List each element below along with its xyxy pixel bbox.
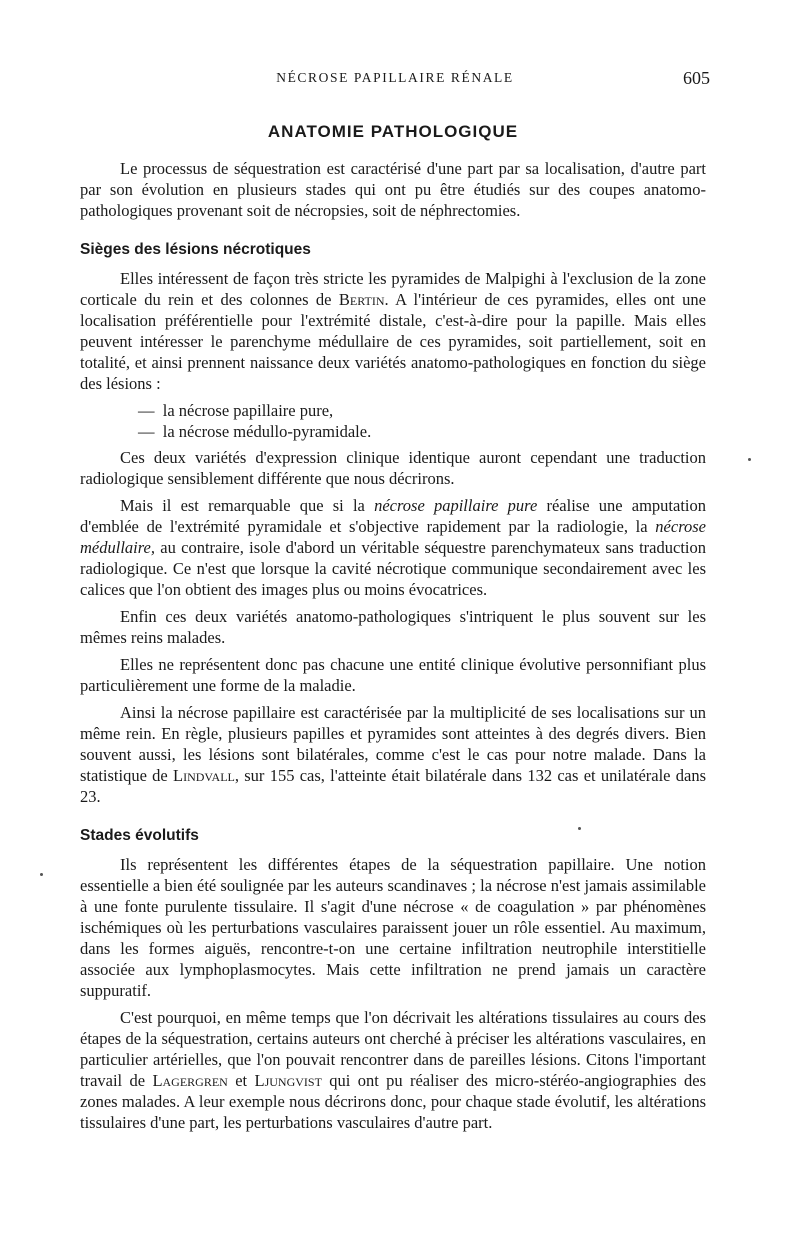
intro-paragraph: Le processus de séquestration est caractérisé d'une part par sa localisation, d'autre part par son évolution en plusieurs stades qui ont pu être étudiés sur des coupes anatomo-pathologiques provenant soit de nécropsies, soit de néphrectomies.	[80, 159, 706, 220]
page-number: 605	[683, 68, 710, 88]
text-run: C'est pourquoi, en même temps que l'on décrivait les altérations tissulaires au cours des étapes de la séquestration, certains auteurs ont cherché à préciser les altérations vasculaires, en particulier artérielles, que l'on pouvait rencontrer dans de pareilles lésions. Citons l'important travail de	[80, 1008, 706, 1090]
running-title: NÉCROSE PAPILLAIRE RÉNALE	[276, 70, 514, 85]
print-speck	[748, 458, 751, 461]
sieges-paragraph-1	[80, 268, 706, 394]
list-item: — la nécrose médullo-pyramidale.	[138, 421, 706, 442]
page-body	[80, 122, 706, 1139]
list-item: — la nécrose papillaire pure,	[138, 400, 706, 421]
page-header	[80, 70, 710, 94]
text-run: , sur 155 cas, l'atteinte était bilatérale dans 132 cas et unilatérale dans 23.	[80, 766, 706, 806]
italic-term: nécrose médullaire,	[80, 517, 706, 557]
section-title: ANATOMIE PATHOLOGIQUE	[267, 122, 519, 141]
print-speck	[40, 873, 43, 876]
text-run: Elles intéressent de façon très stricte les pyramides de Malpighi à l'exclusion de la zone corticale du rein et des colonnes de	[80, 269, 706, 309]
lesion-variety-list	[80, 400, 706, 442]
author-name: Lagergren	[152, 1071, 228, 1090]
text-run: . A l'intérieur de ces pyramides, elles ont une localisation préférentielle pour l'extrémité distale, c'est-à-dire pour la papille. Mais elles peuvent intéresser le parenchyme médullaire de ces pyramides, soit partiellement, soit en totalité, et ainsi prennent naissance deux variétés anatomo-pathologiques en fonction du siège des lésions :	[80, 290, 706, 393]
text-run: qui ont pu réaliser des micro-stéréo-angiographies des zones malades. A leur exemple nous décrirons donc, pour chaque stade évolutif, les altérations tissulaires d'une part, les perturbations vasculaires d'autre part.	[80, 1071, 707, 1132]
stades-paragraph-1: Ils représentent les différentes étapes de la séquestration papillaire. Une notion essentielle a bien été soulignée par les auteurs scandinaves ; la nécrose n'est jamais assimilable à une fonte purulente tissulaire. Il s'agit d'une nécrose « de coagulation » par phénomènes ischémiques où les perturbations vasculaires paraissent jouer un rôle essentiel. Au maximum, dans les formes aiguës, rencontre-t-on une certaine infiltration neutrophile interstitielle associée aux lymphoplasmocytes. Mais cette infiltration ne prend jamais un caractère suppuratif.	[80, 855, 706, 1000]
text-run: Mais il est remarquable que si la	[120, 496, 375, 515]
subsection-heading-sieges: Sièges des lésions nécrotiques	[80, 241, 311, 258]
sieges-paragraph-2: Ces deux variétés d'expression clinique identique auront cependant une traduction radiologique sensiblement différente que nous décrirons.	[80, 448, 706, 488]
author-name: Bertin	[338, 290, 385, 309]
text-run: au contraire, isole d'abord un véritable séquestre parenchymateux sans traduction radiologique. Ce n'est que lorsque la cavité nécrotique communique secondairement avec les calices que l'on obtient des images plus ou moins évocatrices.	[80, 538, 706, 599]
author-name: Ljungvist	[254, 1071, 322, 1090]
text-run: Ainsi la nécrose papillaire est caractérisée par la multiplicité de ses localisations sur un même rein. En règle, plusieurs papilles et pyramides sont atteintes à des degrés divers. Bien souvent aussi, les lésions sont bilatérales, comme c'est le cas pour notre malade. Dans la statistique de	[80, 703, 706, 785]
sieges-paragraph-4: Enfin ces deux variétés anatomo-pathologiques s'intriquent le plus souvent sur les mêmes reins malades.	[80, 607, 706, 647]
sieges-paragraph-3	[80, 495, 706, 600]
print-speck	[578, 827, 581, 830]
author-name: Lindvall	[173, 766, 235, 785]
sieges-paragraph-6	[80, 702, 706, 807]
text-run: réalise une amputation d'emblée de l'extrémité pyramidale et s'objective rapidement par la radiologie, la	[80, 496, 706, 536]
subsection-heading-stades: Stades évolutifs	[80, 827, 199, 844]
sieges-paragraph-5: Elles ne représentent donc pas chacune une entité clinique évolutive personnifiant plus particulièrement une forme de la maladie.	[80, 655, 706, 695]
stades-paragraph-2	[80, 1007, 706, 1133]
italic-term: nécrose papillaire pure	[374, 496, 538, 515]
text-run: et	[227, 1071, 255, 1090]
